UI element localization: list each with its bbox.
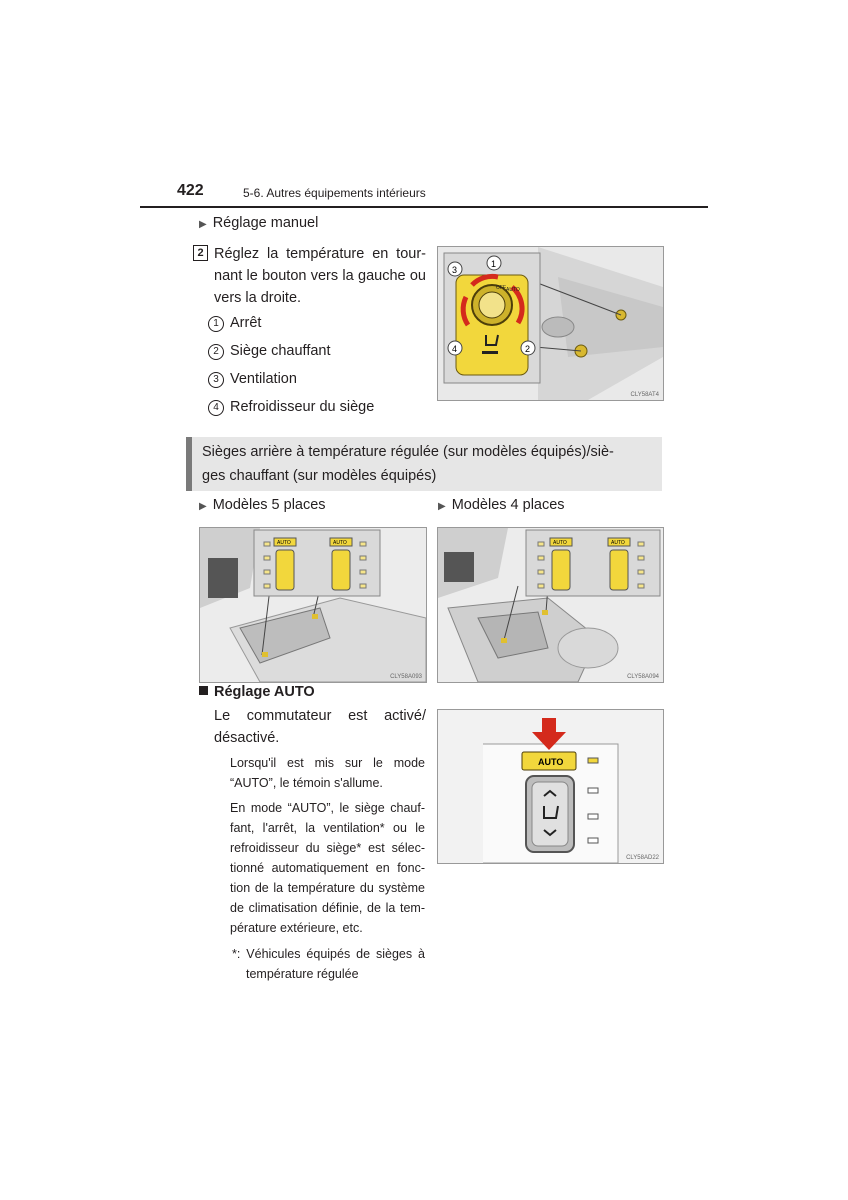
footnote-mark: *: bbox=[232, 947, 241, 961]
seat-knob-figure bbox=[437, 246, 664, 401]
list-item: 4 Refroidisseur du siège bbox=[208, 399, 374, 416]
callout-2: 2 bbox=[525, 344, 531, 354]
header-rule bbox=[140, 206, 708, 208]
model-5-label: ▶ Modèles 5 places bbox=[199, 497, 326, 513]
list-item: 2 Siège chauffant bbox=[208, 343, 331, 360]
square-bullet-icon bbox=[199, 686, 208, 695]
auto-note-2: En mode “AUTO”, le siège chauf- fant, l'arrêt, la ventilation* ou le refroidisseur du siège* est sélec- tionné automatiquement en fonc- tion de la température du système de climatisation définie, de la tem- pérature extérieure, etc. bbox=[230, 801, 425, 935]
page-number: 422 bbox=[177, 182, 204, 199]
footnote: *: Véhicules équipés de sièges à température régulée bbox=[232, 947, 425, 981]
figure-caption: CLY58AT4 bbox=[630, 392, 659, 398]
auto-label: AUTO bbox=[553, 540, 567, 546]
manual-heading: ▶ Réglage manuel bbox=[199, 215, 319, 231]
auto-button-illustration bbox=[438, 710, 663, 863]
list-item: 1 Arrêt bbox=[208, 315, 261, 332]
section-banner: Sièges arrière à température régulée (sur modèles équipés)/siè- ges chauffant (sur modèles équipés) bbox=[186, 437, 662, 491]
triangle-icon: ▶ bbox=[199, 219, 207, 230]
list-item: 3 Ventilation bbox=[208, 371, 297, 388]
rear-console-5-illustration bbox=[200, 528, 426, 682]
auto-label: AUTO bbox=[333, 540, 347, 546]
figure-caption: CLY58A094 bbox=[627, 674, 659, 680]
rear-console-4-illustration bbox=[438, 528, 663, 682]
number-circle: 4 bbox=[208, 400, 224, 416]
auto-label: AUTO bbox=[611, 540, 625, 546]
callout-3: 3 bbox=[452, 265, 458, 275]
triangle-icon: ▶ bbox=[199, 501, 207, 512]
auto-label: AUTO bbox=[277, 540, 291, 546]
figure-caption: CLY58AD22 bbox=[626, 855, 659, 861]
figure-caption: CLY58A093 bbox=[390, 674, 422, 680]
number-circle: 2 bbox=[208, 344, 224, 360]
callout-4: 4 bbox=[452, 344, 458, 354]
model-4-label: ▶ Modèles 4 places bbox=[438, 497, 565, 513]
auto-note-1: Lorsqu'il est mis sur le mode “AUTO”, le témoin s'allume. bbox=[230, 756, 425, 790]
step-number: 2 bbox=[193, 245, 208, 261]
seat-knob-illustration bbox=[438, 247, 663, 400]
knob-off-label: OFF bbox=[496, 285, 506, 291]
number-circle: 1 bbox=[208, 316, 224, 332]
step-text: Réglez la température en tour- nant le bouton vers la gauche ou vers la droite. bbox=[214, 246, 426, 306]
auto-heading: Réglage AUTO bbox=[199, 684, 315, 700]
auto-text: Le commutateur est activé/ désactivé. bbox=[214, 708, 426, 746]
callout-1: 1 bbox=[491, 259, 497, 269]
knob-auto-label: AUTO bbox=[506, 287, 520, 293]
chapter-title: 5-6. Autres équipements intérieurs bbox=[243, 186, 426, 200]
triangle-icon: ▶ bbox=[438, 501, 446, 512]
model-4-figure bbox=[437, 527, 664, 683]
number-circle: 3 bbox=[208, 372, 224, 388]
auto-button-figure bbox=[437, 709, 664, 864]
auto-button-label: AUTO bbox=[538, 757, 564, 767]
model-5-figure bbox=[199, 527, 427, 683]
